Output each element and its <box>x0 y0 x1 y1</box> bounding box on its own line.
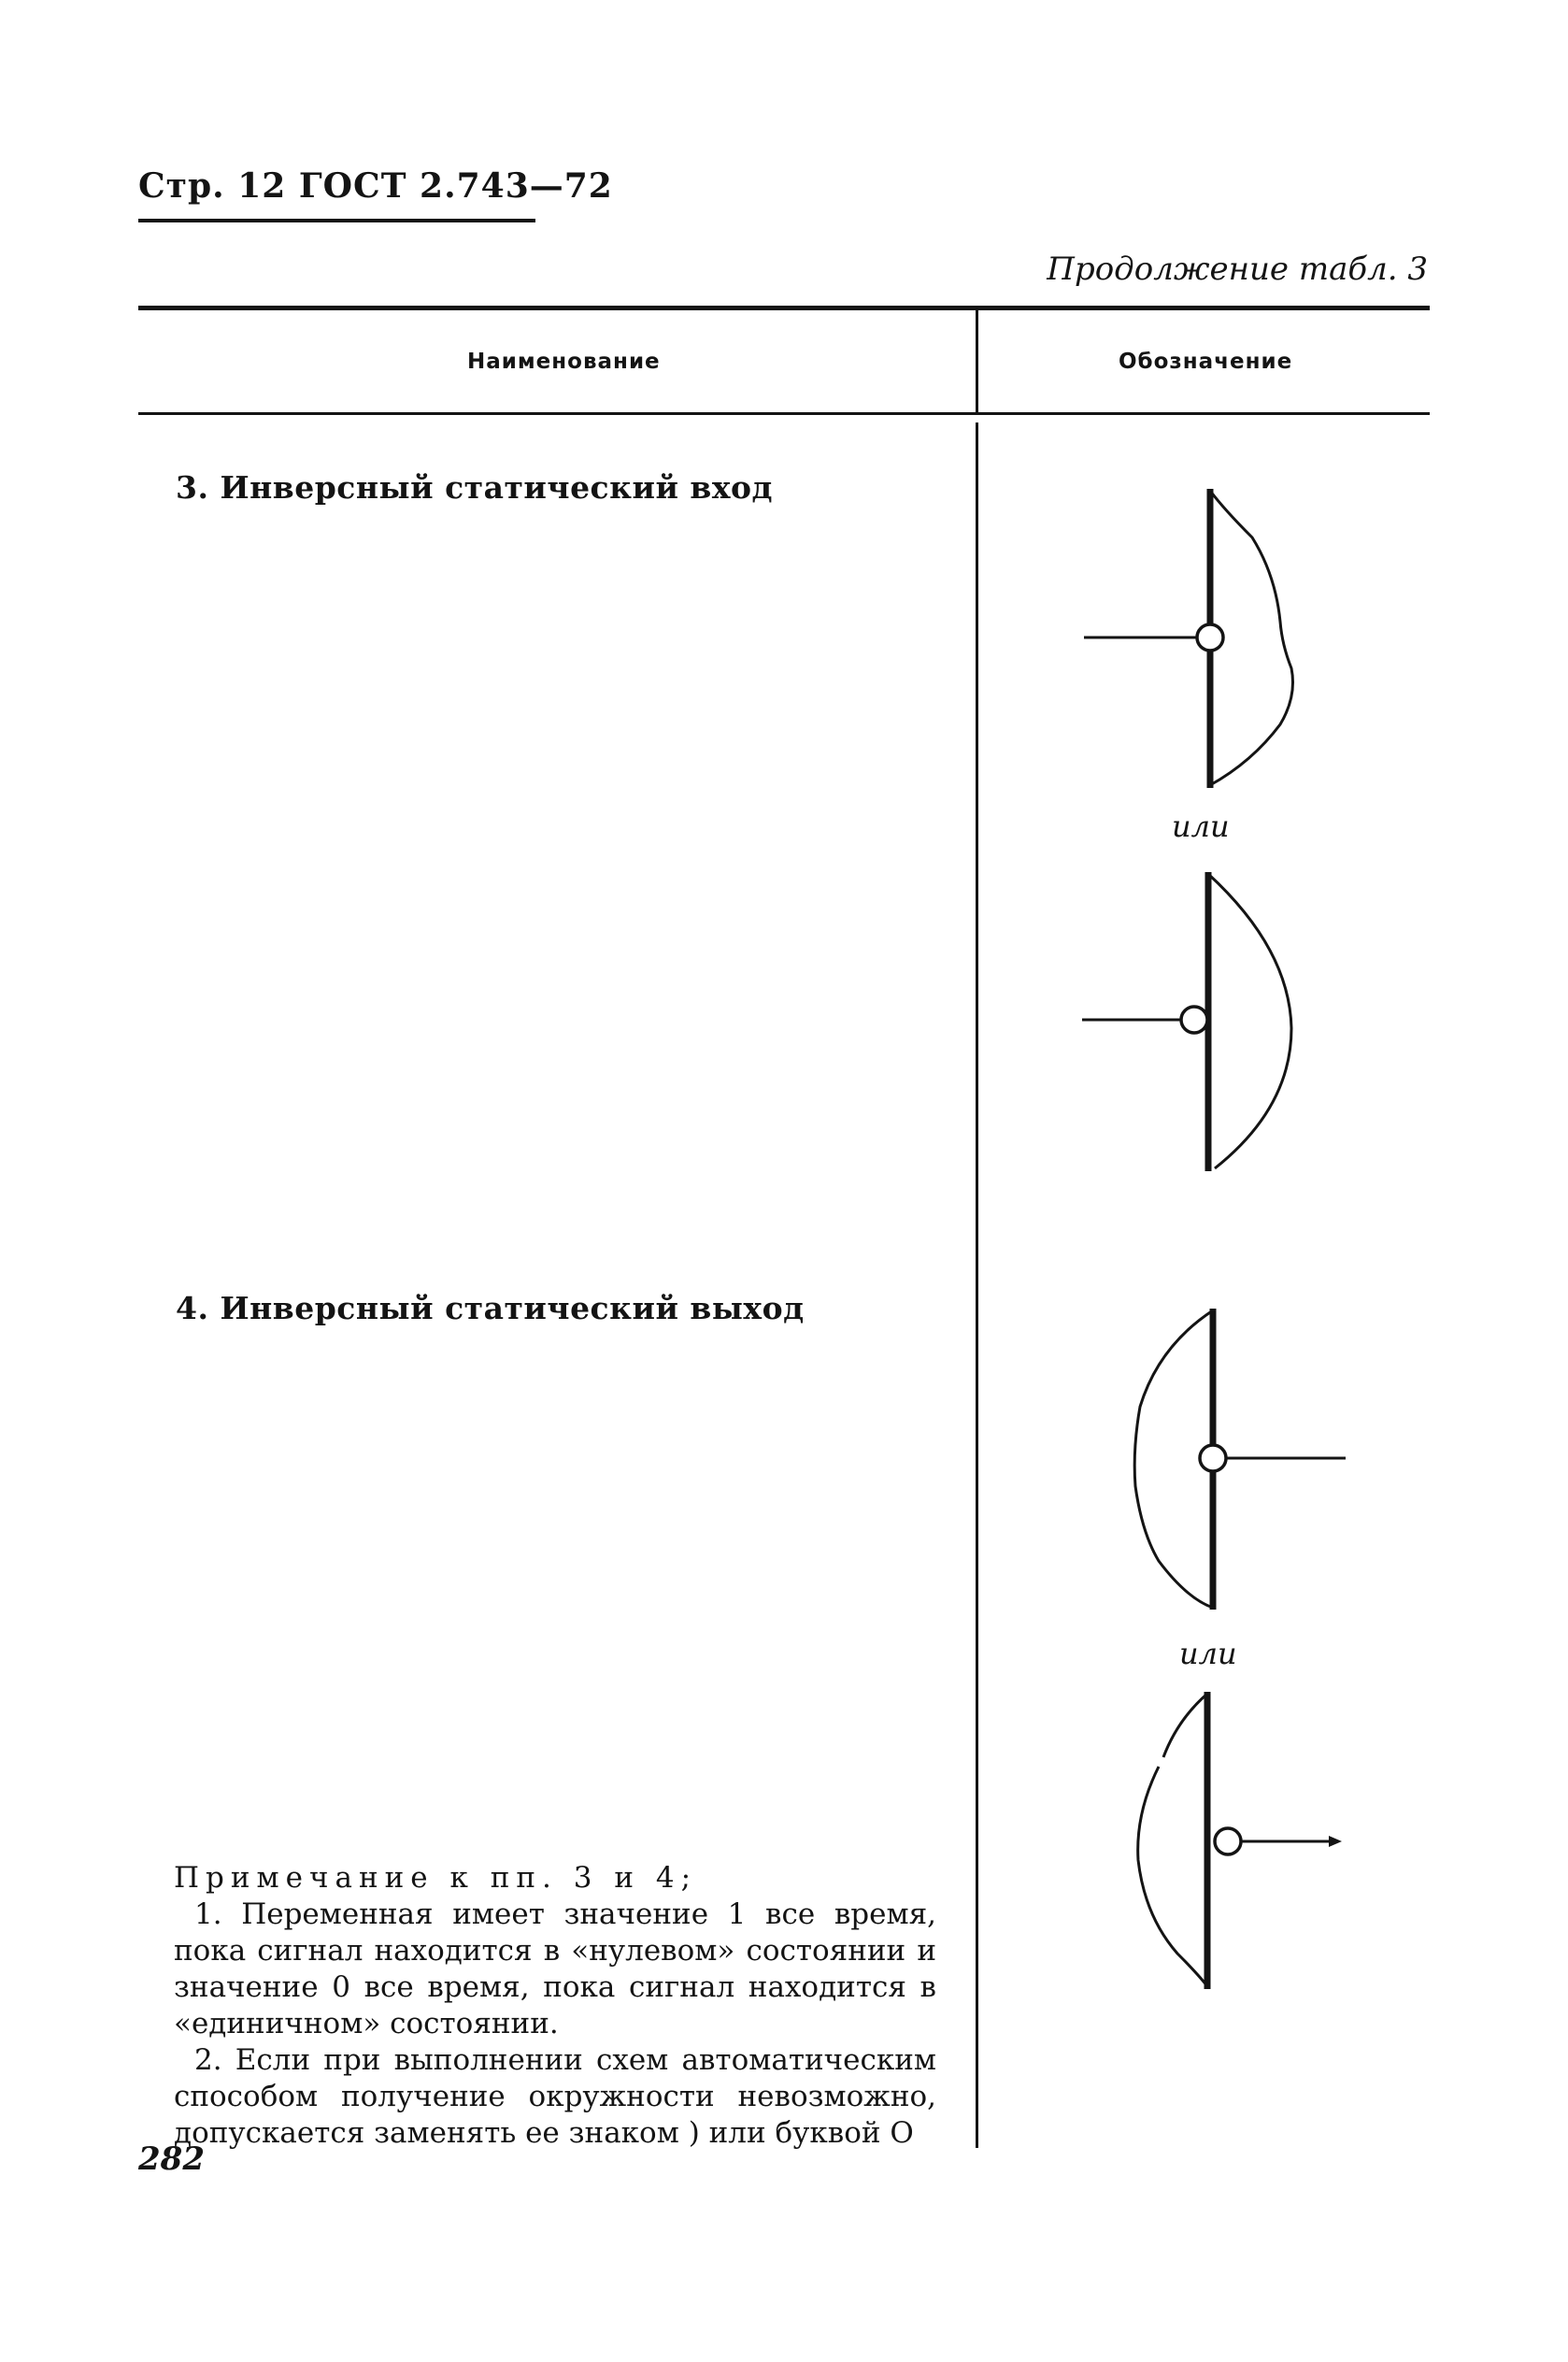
header-column-divider <box>976 310 978 413</box>
table-header-rule <box>138 412 1430 415</box>
inverse-static-output-symbol-b <box>1121 1682 1364 2000</box>
alternative-label-row4: или <box>1179 1636 1237 1671</box>
page-header: Стр. 12 ГОСТ 2.743—72 <box>138 166 613 206</box>
inverse-static-input-symbol-a <box>1075 481 1318 799</box>
inverse-static-output-symbol-a <box>1121 1299 1364 1626</box>
table-top-rule <box>138 306 1430 310</box>
note-title: Примечание к пп. 3 и 4; <box>174 1861 698 1895</box>
note-item-1: 1. Переменная имеет значение 1 все время, пока сигнал находится в «нулевом» состоянии и значение 0 все время, пока сигнал находится в «единичном» состоянии. <box>174 1897 936 2040</box>
inverse-static-input-symbol-b <box>1075 865 1318 1182</box>
header-underline <box>138 219 535 222</box>
table-continuation-label: Продолжение табл. 3 <box>1047 251 1428 288</box>
row-title-inverse-static-input: 3. Инверсный статический вход <box>176 469 774 506</box>
column-header-symbol: Обозначение <box>1119 350 1293 374</box>
row-title-inverse-static-output: 4. Инверсный статический выход <box>176 1290 805 1326</box>
alternative-label-row3: или <box>1172 809 1230 844</box>
note-item-2: 2. Если при выполнении схем автоматическим способом получение окружности невозможно, допускается заменять ее знаком ) или буквой О <box>174 2043 936 2150</box>
body-column-divider <box>976 422 978 2148</box>
note-block <box>174 1860 936 2152</box>
page-number: 282 <box>138 2140 205 2178</box>
column-header-name: Наименование <box>467 350 661 374</box>
